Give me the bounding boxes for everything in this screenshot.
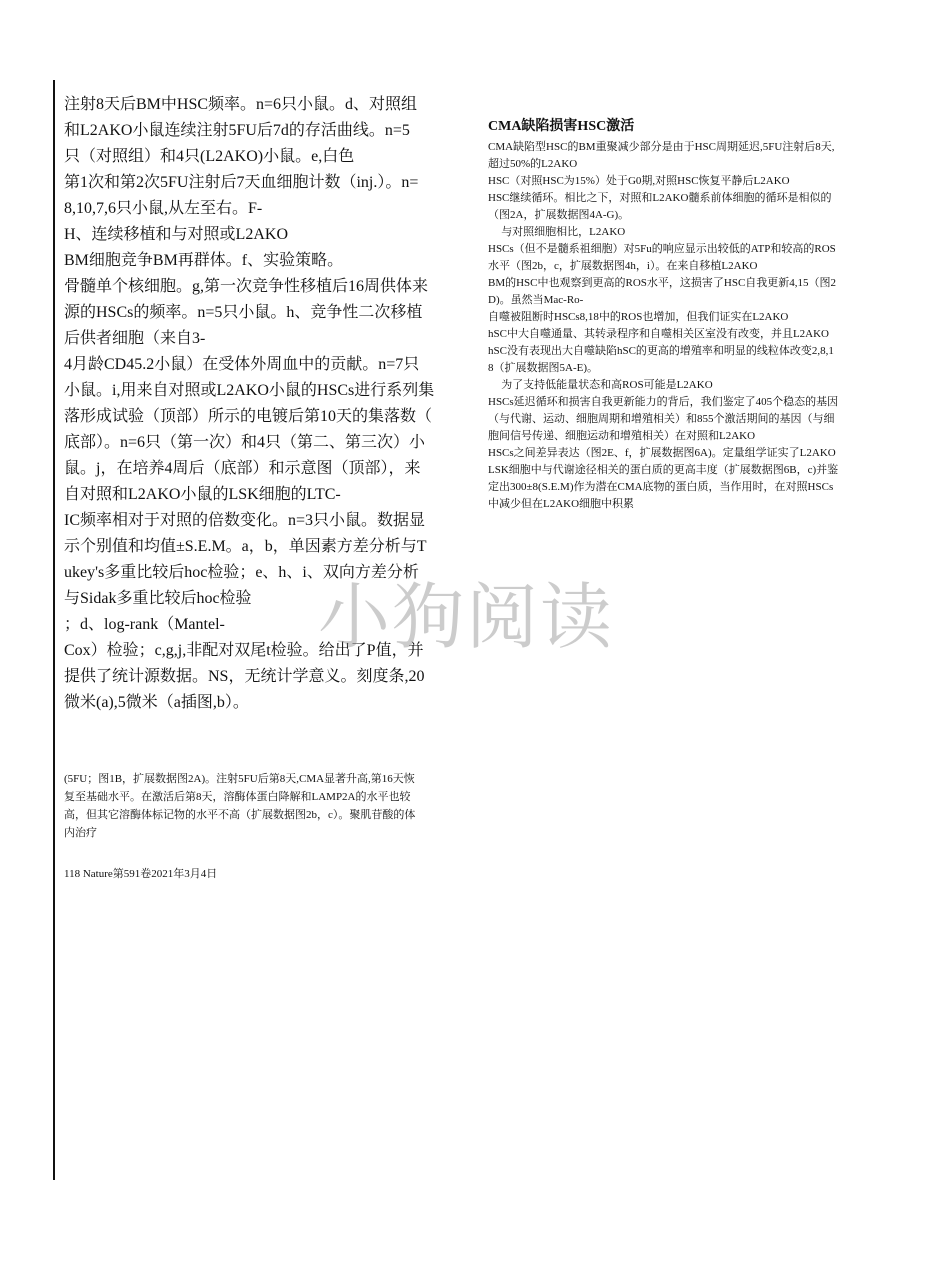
legend-line: 底部）。n=6只（第一次）和4只（第二、第三次）小 [64,434,426,451]
section-heading: CMA缺陷损害HSC激活 [488,119,635,134]
body-line: BM的HSC中也观察到更高的ROS水平，这损害了HSC自我更新4,15（图2 [488,277,837,289]
body-line: D)。虽然当Mac-Ro- [488,294,584,306]
body-line: 定出300±8(S.E.M)作为潜在CMA底物的蛋白质，当作用时，在对照HSCs [488,481,834,493]
legend-line: 源的HSCs的频率。n=5只小鼠。h、竞争性二次移植 [64,304,423,321]
legend-line: 8,10,7,6只小鼠,从左至右。F- [64,200,263,217]
legend-line: 骨髓单个核细胞。g,第一次竞争性移植后16周供体来 [64,278,429,295]
body-line: HSCs（但不是髓系祖细胞）对5Fu的响应显示出较低的ATP和较高的ROS [488,243,836,255]
body-line: HSCs延迟循环和损害自我更新能力的背后，我们鉴定了405个稳态的基因 [488,396,839,408]
note-line: 复至基础水平。在激活后第8天，溶酶体蛋白降解和LAMP2A的水平也较 [64,791,411,803]
body-line: HSCs之间差异表达（图2E、f，扩展数据图6A)。定量组学证实了L2AKO [488,447,836,459]
body-line: CMA缺陷型HSC的BM重聚减少部分是由于HSC周期延迟,5FU注射后8天, [488,141,835,153]
note-line: 内治疗 [64,827,97,839]
figure-legend [64,92,469,716]
legend-line: 4月龄CD45.2小鼠）在受体外周血中的贡献。n=7只 [64,356,420,373]
legend-line: H、连续移植和与对照或L2AKO [64,226,288,243]
legend-line: 自对照和L2AKO小鼠的LSK细胞的LTC- [64,486,341,503]
body-line: 8（扩展数据图5A-E)。 [488,362,598,374]
legend-line: 只（对照组）和4只(L2AKO)小鼠。e,白色 [64,148,355,165]
legend-line: ；d、log-rank（Mantel- [64,616,225,633]
body-line: 自噬被阻断时HSCs8,18中的ROS也增加，但我们证实在L2AKO [488,311,789,323]
legend-line: 小鼠。i,用来自对照或L2AKO小鼠的HSCs进行系列集 [64,382,435,399]
legend-line: 注射8天后BM中HSC频率。n=6只小鼠。d、对照组 [64,96,418,113]
right-column [488,117,896,513]
body-line: （与代谢、运动、细胞周期和增殖相关）和855个激活期间的基因（与细 [488,413,835,425]
body-line: 超过50%的L2AKO [488,158,578,170]
body-text-fragment [64,770,469,842]
body-line: hSC没有表现出大自噬缺陷hSC的更高的增殖率和明显的线粒体改变2,8,1 [488,345,834,357]
body-line: （图2A，扩展数据图4A-G)。 [488,209,630,221]
legend-line: 提供了统计源数据。NS，无统计学意义。刻度条,20 [64,668,425,685]
body-line: LSK细胞中与代谢途径相关的蛋白质的更高丰度（扩展数据图6B，c)并鉴 [488,464,839,476]
legend-line: BM细胞竞争BM再群体。f、实验策略。 [64,252,344,269]
body-line: 中减少但在L2AKO细胞中积累 [488,498,635,510]
body-line: hSC中大自噬通量、其转录程序和自噬相关区室没有改变，并且L2AKO [488,328,830,340]
legend-line: 与Sidak多重比较后hoc检验 [64,590,252,607]
legend-line: 后供者细胞（来自3- [64,330,206,347]
body-line: 水平（图2b，c，扩展数据图4h，i）。在来自移植L2AKO [488,260,758,272]
watermark: 小狗阅读 [318,575,615,659]
legend-line: 示个别值和均值±S.E.M。a，b，单因素方差分析与T [64,538,427,555]
body-line: 为了支持低能量状态和高ROS可能是L2AKO [501,379,713,391]
body-line: HSC（对照HSC为15%）处于G0期,对照HSC恢复平静后L2AKO [488,175,790,187]
body-line: 胞间信号传递、细胞运动和增殖相关）在对照和L2AKO [488,430,756,442]
legend-line: 微米(a),5微米（a插图,b）。 [64,694,249,711]
note-line: (5FU；图1B，扩展数据图2A)。注射5FU后第8天,CMA显著升高,第16天恢 [64,773,415,785]
page-footer: 118 Nature第591卷2021年3月4日 [64,868,218,880]
note-line: 高，但其它溶酶体标记物的水平不高（扩展数据图2b，c）。聚肌苷酸的体 [64,809,416,821]
column-rule [53,80,55,1180]
legend-line: 鼠。j，在培养4周后（底部）和示意图（顶部），来 [64,460,421,477]
legend-line: IC频率相对于对照的倍数变化。n=3只小鼠。数据显 [64,512,426,529]
legend-line: Cox）检验；c,g,j,非配对双尾t检验。给出了P值，并 [64,642,424,659]
body-line: 与对照细胞相比，L2AKO [501,226,626,238]
section-body [488,139,896,513]
legend-line: ukey's多重比较后hoc检验；e、h、i、双向方差分析 [64,564,419,581]
body-line: HSC继续循环。相比之下，对照和L2AKO髓系前体细胞的循环是相似的 [488,192,832,204]
legend-line: 落形成试验（顶部）所示的电镀后第10天的集落数（ [64,408,433,425]
legend-line: 和L2AKO小鼠连续注射5FU后7d的存活曲线。n=5 [64,122,410,139]
legend-line: 第1次和第2次5FU注射后7天血细胞计数（inj.）。n= [64,174,419,191]
